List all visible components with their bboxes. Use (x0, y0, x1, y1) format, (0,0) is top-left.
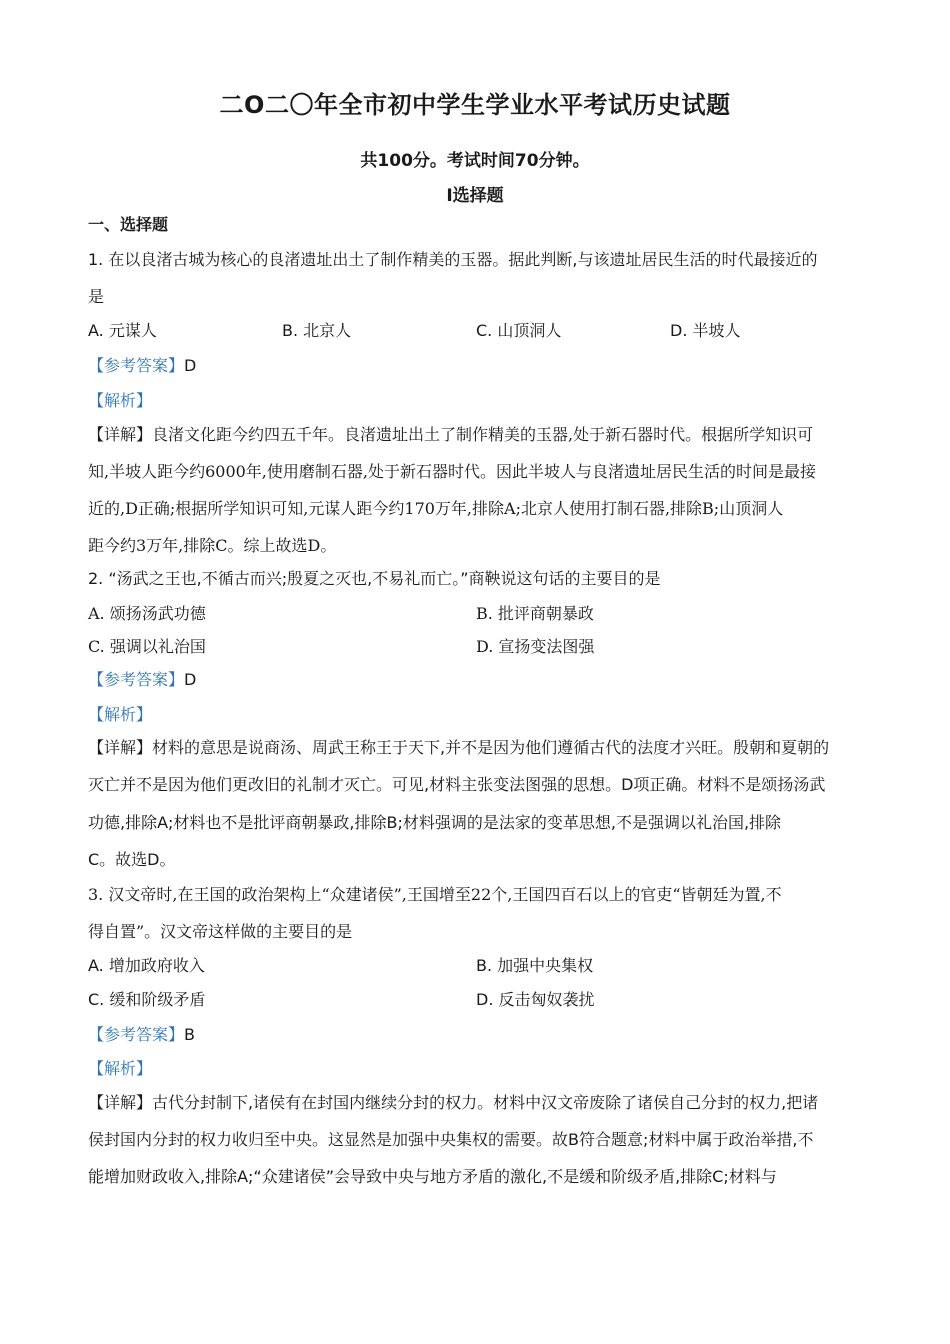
part-heading: 一、选择题 (88, 215, 169, 234)
page-title: 二O二〇年全市初中学生学业水平考试历史试题 (219, 91, 731, 119)
q1-detail-line3: 近的,D正确;根据所学知识可知,元谋人距今约170万年,排除A;北京人使用打制石器,排除B;山顶洞人 (88, 499, 784, 518)
q3-option-b: B. 加强中央集权 (476, 956, 594, 975)
q3-option-d: D. 反击匈奴袭扰 (476, 990, 595, 1009)
q1-detail-line4: 距今约3万年,排除C。综上故选D。 (88, 536, 337, 555)
q3-stem-line1: 3. 汉文帝时,在王国的政治架构上“众建诸侯”,王国增至22个,王国四百石以上的官吏“皆朝廷为置,不 (88, 885, 782, 904)
q3-answer-line (88, 1024, 195, 1046)
q3-option-c: C. 缓和阶级矛盾 (88, 990, 206, 1009)
q2-detail-line3: 功德,排除A;材料也不是批评商朝暴政,排除B;材料强调的是法家的变革思想,不是强调以礼治国,排除 (88, 813, 782, 832)
section-heading: I选择题 (446, 186, 504, 206)
q1-option-d: D. 半坡人 (670, 321, 741, 340)
q3-option-a: A. 增加政府收入 (88, 956, 205, 975)
q2-option-a: A. 颂扬汤武功德 (88, 604, 206, 623)
detail-label: 【详解】 (88, 425, 153, 444)
exam-info: 共100分。考试时间70分钟。 (360, 151, 590, 171)
q1-detail-text1: 良渚文化距今约四五千年。良渚遗址出土了制作精美的玉器,处于新石器时代。根据所学知识可 (152, 425, 814, 444)
q1-detail-line1 (88, 424, 813, 446)
q1-answer: D (184, 356, 197, 375)
q2-stem-line1: 2. “汤武之王也,不循古而兴;殷夏之灭也,不易礼而亡。”商鞅说这句话的主要目的是 (88, 569, 661, 588)
q1-answer-line (88, 355, 196, 377)
q1-analysis-label: 【解析】 (88, 391, 153, 410)
q2-option-c: C. 强调以礼治国 (88, 637, 206, 656)
q1-option-b: B. 北京人 (282, 321, 352, 340)
q1-option-a: A. 元谋人 (88, 321, 157, 340)
q1-stem-line1: 1. 在以良渚古城为核心的良渚遗址出土了制作精美的玉器。据此判断,与该遗址居民生活的时代最接近的 (88, 250, 818, 269)
q1-option-c: C. 山顶洞人 (476, 321, 562, 340)
q3-detail-line3: 能增加财政收入,排除A;“众建诸侯”会导致中央与地方矛盾的激化,不是缓和阶级矛盾,排除C;材料与 (88, 1167, 777, 1186)
q3-answer: B (184, 1025, 195, 1044)
answer-label: 【参考答案】 (88, 1025, 185, 1044)
answer-label: 【参考答案】 (88, 670, 185, 689)
q1-detail-line2: 知,半坡人距今约6000年,使用磨制石器,处于新石器时代。因此半坡人与良渚遗址居民生活的时间是最接 (88, 462, 816, 481)
q2-answer: D (184, 670, 197, 689)
q2-detail-line1 (88, 737, 829, 759)
q3-detail-line1 (88, 1092, 818, 1114)
q2-option-d: D. 宣扬变法图强 (476, 637, 595, 656)
q3-stem-line2: 得自置”。汉文帝这样做的主要目的是 (88, 922, 353, 941)
q2-analysis-label: 【解析】 (88, 705, 153, 724)
q2-answer-line (88, 669, 196, 691)
q2-option-b: B. 批评商朝暴政 (476, 604, 594, 623)
q1-stem-line2: 是 (88, 287, 105, 306)
answer-label: 【参考答案】 (88, 356, 185, 375)
detail-label: 【详解】 (88, 738, 153, 757)
q3-analysis-label: 【解析】 (88, 1059, 153, 1078)
q3-detail-text1: 古代分封制下,诸侯有在封国内继续分封的权力。材料中汉文帝废除了诸侯自己分封的权力,把诸 (152, 1093, 819, 1112)
q3-detail-line2: 侯封国内分封的权力收归至中央。这显然是加强中央集权的需要。故B符合题意;材料中属于政治举措,不 (88, 1130, 814, 1149)
q2-detail-text1: 材料的意思是说商汤、周武王称王于天下,并不是因为他们遵循古代的法度才兴旺。殷朝和夏朝的 (152, 738, 830, 757)
q2-detail-line4: C。故选D。 (88, 850, 176, 869)
detail-label: 【详解】 (88, 1093, 153, 1112)
q2-detail-line2: 灭亡并不是因为他们更改旧的礼制才灭亡。可见,材料主张变法图强的思想。D项正确。材料不是颂扬汤武 (88, 775, 826, 794)
